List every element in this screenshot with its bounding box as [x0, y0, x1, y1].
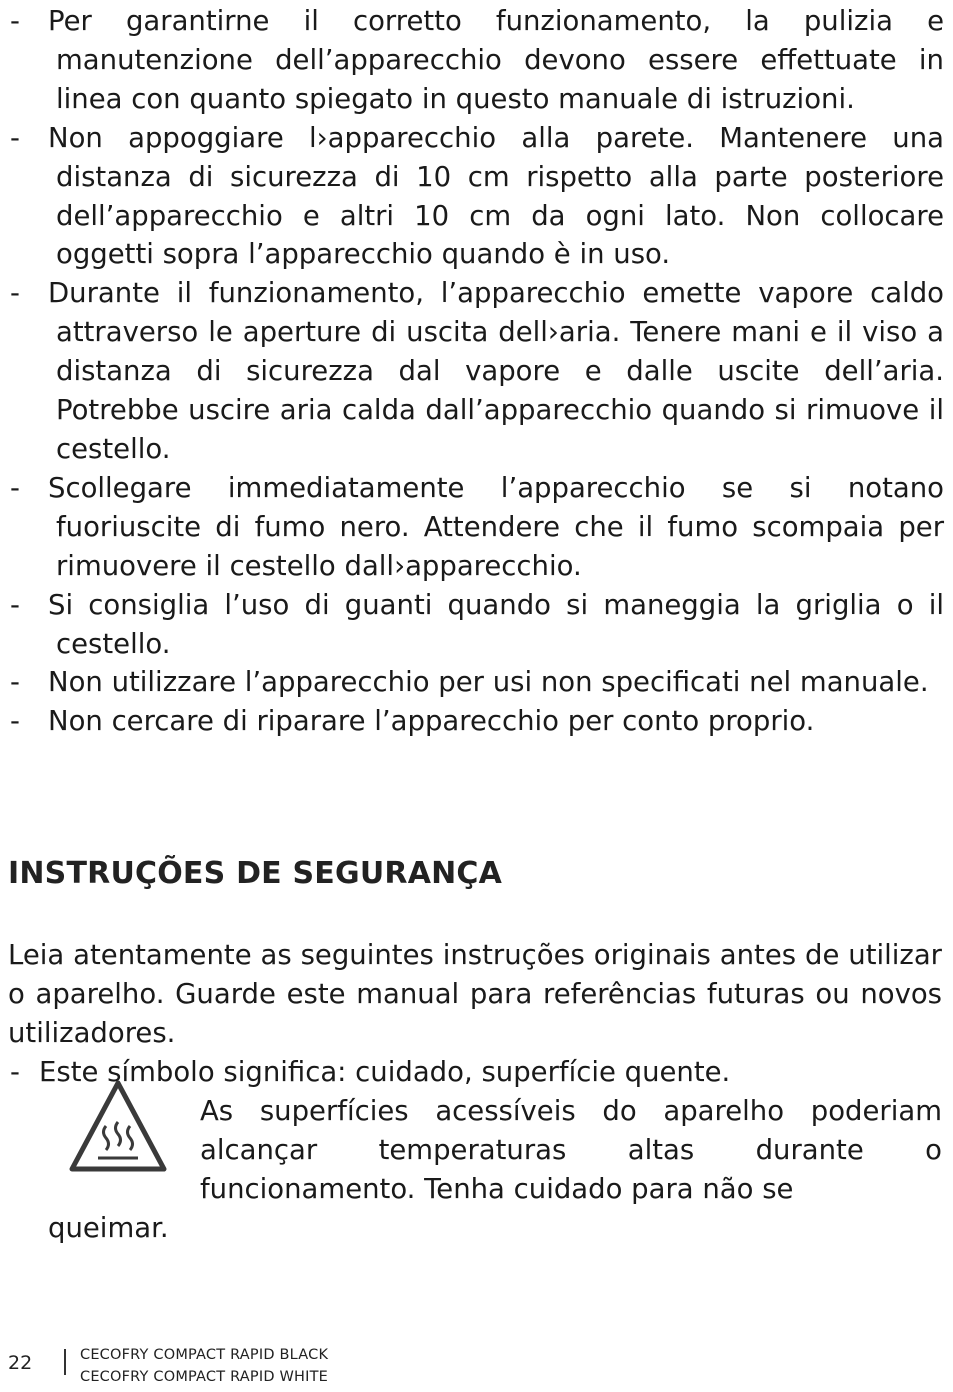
symbol-bullet-text: Este símbolo significa: cuidado, superfície quente. — [39, 1056, 731, 1088]
bullet-text: Non cercare di riparare l’apparecchio per conto proprio. — [48, 705, 815, 738]
bullet-item — [8, 119, 944, 275]
bullet-dash: - — [10, 588, 20, 621]
bullet-dash: - — [10, 277, 20, 310]
footer-divider — [64, 1349, 66, 1375]
bullet-dash: - — [10, 5, 20, 37]
bullet-dash: - — [10, 1056, 20, 1088]
bullet-item — [8, 702, 944, 741]
bullet-item — [8, 663, 944, 702]
bullet-item — [8, 586, 944, 664]
warning-text: As superfícies acessíveis do aparelho poderiam alcançar temperaturas altas durante o funcionamento. Tenha cuidado para não se — [200, 1095, 942, 1205]
safety-bullet-list — [8, 2, 944, 741]
section-heading: INSTRUÇÕES DE SEGURANÇA — [8, 856, 503, 891]
footer-model-white: CECOFRY COMPACT RAPID WHITE — [80, 1369, 329, 1385]
bullet-item — [8, 469, 944, 586]
bullet-text: Non appoggiare l›apparecchio alla parete. Mantenere una distanza di sicurezza di 10 cm rispetto alla parte posteriore dell’apparecchio e altri 10 cm da ogni lato. Non collocare oggetti sopra l’apparecchio quando è in uso. — [48, 121, 944, 271]
bullet-text: Durante il funzionamento, l’apparecchio emette vapore caldo attraverso le aperture di uscita dell›aria. Tenere mani e il viso a distanza di sicurezza dal vapore e dalle uscite dell’aria. Potrebbe uscire aria calda dall’apparecchio quando si rimuove il cestello. — [48, 277, 944, 465]
hot-surface-warning-icon — [68, 1078, 168, 1174]
page-number: 22 — [8, 1352, 33, 1374]
bullet-dash: - — [10, 121, 20, 154]
bullet-text: Si consiglia l’uso di guanti quando si maneggia la griglia o il cestello. — [48, 588, 944, 660]
bullet-dash: - — [10, 666, 20, 699]
section-intro: Leia atentamente as seguintes instruções originais antes de utilizar o aparelho. Guarde este manual para referências futuras ou novos utilizadores. — [8, 939, 942, 1049]
warning-text-tail: queimar. — [48, 1212, 169, 1244]
bullet-text: Non utilizzare l’apparecchio per usi non specificati nel manuale. — [48, 666, 929, 699]
bullet-text: Scollegare immediatamente l’apparecchio se si notano fuoriuscite di fumo nero. Attendere che il fumo scompaia per rimuovere il cestello dall›apparecchio. — [48, 471, 944, 582]
bullet-text: Per garantirne il corretto funzionamento, la pulizia e manutenzione dell’apparecchio devono essere effettuate in linea con quanto spiegato in questo manuale di istruzioni. — [48, 5, 944, 115]
bullet-dash: - — [10, 471, 20, 504]
bullet-item — [8, 274, 944, 469]
footer-model-black: CECOFRY COMPACT RAPID BLACK — [80, 1347, 329, 1363]
footer-model-names — [80, 1344, 328, 1388]
bullet-item — [8, 2, 944, 119]
bullet-dash: - — [10, 705, 20, 738]
